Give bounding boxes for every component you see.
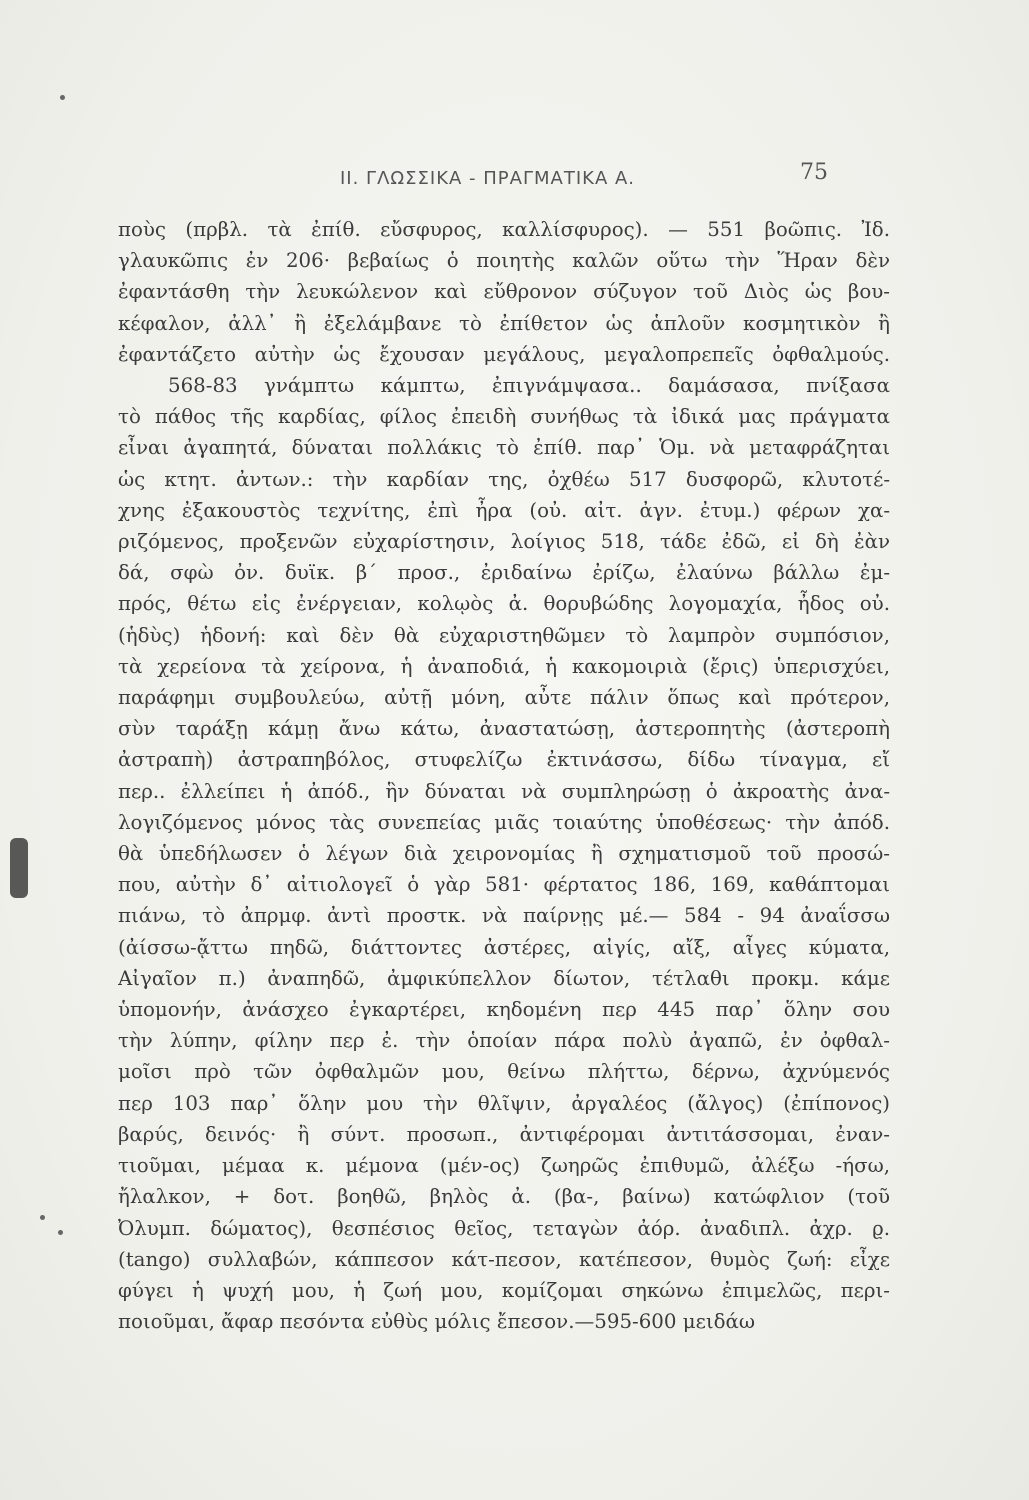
text-line: ἀστραπὴ) ἀστραπηβόλος, στυφελίζω ἐκτινάσσω, δίδω τίναγμα, εἴ — [118, 748, 890, 772]
text-line: ἐφαντάσθη τὴν λευκώλενον καὶ εὔθρονον σύζυγον τοῦ Διὸς ὡς βου- — [118, 280, 890, 304]
text-line: χνης ἐξακουστὸς τεχνίτης, ἐπὶ ἦρα (οὐ. αἰτ. ἀγν. ἐτυμ.) φέρων χα- — [118, 498, 890, 522]
text-line: περ.. ἐλλείπει ἡ ἀπόδ., ἣν δύναται νὰ συμπληρώσῃ ὁ ἀκροατὴς ἀνα- — [118, 779, 890, 803]
running-header: II. ΓΛΩΣΣΙΚΑ - ΠΡΑΓΜΑΤΙΚΑ Α. — [340, 168, 636, 189]
text-line: εἶναι ἀγαπητά, δύναται πολλάκις τὸ ἐπίθ. παρ᾽ Ὁμ. νὰ μεταφράζηται — [118, 436, 890, 460]
text-line: κέφαλον, ἀλλ᾽ ἢ ἐξελάμβανε τὸ ἐπίθετον ὡς ἁπλοῦν κοσμητικὸν ἢ — [118, 311, 890, 335]
ink-speck — [40, 1215, 45, 1220]
text-line: (ἡδὺς) ἡδονή: καὶ δὲν θὰ εὐχαριστηθῶμεν τὸ λαμπρὸν συμπόσιον, — [118, 623, 890, 647]
text-line: πρός, θέτω εἰς ἐνέργειαν, κολῳὸς ἀ. θορυβώδης λογομαχία, ἦδος οὐ. — [118, 592, 890, 616]
text-line: ριζόμενος, προξενῶν εὐχαρίστησιν, λοίγιος 518, τάδε ἐδῶ, εἰ δὴ ἐὰν — [118, 530, 890, 554]
text-line: (tango) συλλαβών, κάππεσον κάτ-πεσον, κατέπεσον, θυμὸς ζωή: εἶχε — [118, 1247, 890, 1271]
text-line: Αἰγαῖον π.) ἀναπηδῶ, ἀμφικύπελλον δίωτον, τέτλαθι προκμ. κάμε — [118, 966, 890, 990]
text-line: ἐφαντάζετο αὐτὴν ὡς ἔχουσαν μεγάλους, μεγαλοπρεπεῖς ὀφθαλμούς. — [118, 342, 890, 366]
text-line: πιάνω, τὸ ἀπρμφ. ἀντὶ προστκ. νὰ παίρνῃς μέ.— 584 - 94 ἀναΐσσω — [118, 904, 890, 928]
text-line: σὺν ταράξῃ κάμῃ ἄνω κάτω, ἀναστατώσῃ, ἀστεροπητὴς (ἀστεροπὴ — [118, 717, 890, 741]
text-line: ποιοῦμαι, ἄφαρ πεσόντα εὐθὺς μόλις ἔπεσον.—595-600 μειδάω — [118, 1310, 756, 1334]
text-line: δά, σφὼ ὀν. δυϊκ. β´ προσ., ἐριδαίνω ἐρίζω, ἐλαύνω βάλλω ἐμ- — [118, 561, 890, 585]
text-line: ὡς κτητ. ἀντων.: τὴν καρδίαν της, ὀχθέω 517 δυσφορῶ, κλυτοτέ- — [118, 467, 890, 491]
text-line: βαρύς, δεινός· ἢ σύντ. προσωπ., ἀντιφέρομαι ἀντιτάσσομαι, ἐναν- — [118, 1122, 890, 1146]
text-line: 568-83 γνάμπτω κάμπτω, ἐπιγνάμψασα.. δαμάσασα, πνίξασα — [168, 374, 890, 398]
text-line: (ἀίσσω-ᾄττω πηδῶ, διάττοντες ἀστέρες, αἰγίς, αἴξ, αἶγες κύματα, — [118, 935, 890, 959]
text-line: παράφημι συμβουλεύω, αὐτῇ μόνη, αὖτε πάλιν ὅπως καὶ πρότερον, — [118, 686, 890, 710]
text-line: που, αὐτὴν δ᾽ αἰτιολογεῖ ὁ γὰρ 581· φέρτατος 186, 169, καθάπτομαι — [118, 873, 890, 897]
ink-speck — [58, 1230, 63, 1235]
text-line: ποὺς (πρβλ. τὰ ἐπίθ. εὔσφυρος, καλλίσφυρος). — 551 βοῶπις. Ἰδ. — [118, 218, 890, 241]
body-text — [118, 214, 890, 1337]
page-number: 75 — [800, 160, 828, 185]
ink-smudge — [10, 838, 28, 898]
text-line: φύγει ἡ ψυχή μου, ἡ ζωή μου, κομίζομαι σηκώνω ἐπιμελῶς, περι- — [118, 1278, 890, 1302]
text-line: λογιζόμενος μόνος τὰς συνεπείας μιᾶς τοιαύτης ὑποθέσεως· τὴν ἀπόδ. — [118, 810, 890, 834]
text-line: γλαυκῶπις ἐν 206· βεβαίως ὁ ποιητὴς καλῶν οὕτω τὴν Ἥραν δὲν — [118, 249, 890, 273]
text-line: τὰ χερείονα τὰ χείρονα, ἡ ἀναποδιά, ἡ κακομοιριὰ (ἔρις) ὑπερισχύει, — [118, 654, 890, 678]
text-line: τὴν λύπην, φίλην περ ἐ. τὴν ὁποίαν πάρα πολὺ ἀγαπῶ, ἐν ὀφθαλ- — [118, 1029, 890, 1053]
text-line: ὑπομονήν, ἀνάσχεο ἐγκαρτέρει, κηδομένη περ 445 παρ᾽ ὅλην σου — [118, 998, 890, 1022]
ink-speck — [60, 95, 65, 100]
text-line: τιοῦμαι, μέμαα κ. μέμονα (μέν-ος) ζωηρῶς ἐπιθυμῶ, ἀλέξω -ήσω, — [118, 1154, 890, 1178]
text-line: θὰ ὑπεδήλωσεν ὁ λέγων διὰ χειρονομίας ἢ σχηματισμοῦ τοῦ προσώ- — [118, 842, 890, 866]
text-line: περ 103 παρ᾽ ὅλην μου τὴν θλῖψιν, ἀργαλέος (ἄλγος) (ἐπίπονος) — [118, 1091, 890, 1115]
text-line: Ὀλυμπ. δώματος), θεσπέσιος θεῖος, τεταγὼν ἀόρ. ἀναδιπλ. ἀχρ. ϱ. — [118, 1216, 890, 1240]
text-line: ἤλαλκον, + δοτ. βοηθῶ, βηλὸς ἀ. (βα-, βαίνω) κατώφλιον (τοῦ — [118, 1185, 890, 1209]
text-line: μοῖσι πρὸ τῶν ὀφθαλμῶν μου, θείνω πλήττω, δέρνω, ἀχνύμενός — [118, 1060, 890, 1084]
text-line: τὸ πάθος τῆς καρδίας, φίλος ἐπειδὴ συνήθως τὰ ἰδικά μας πράγματα — [118, 405, 890, 429]
